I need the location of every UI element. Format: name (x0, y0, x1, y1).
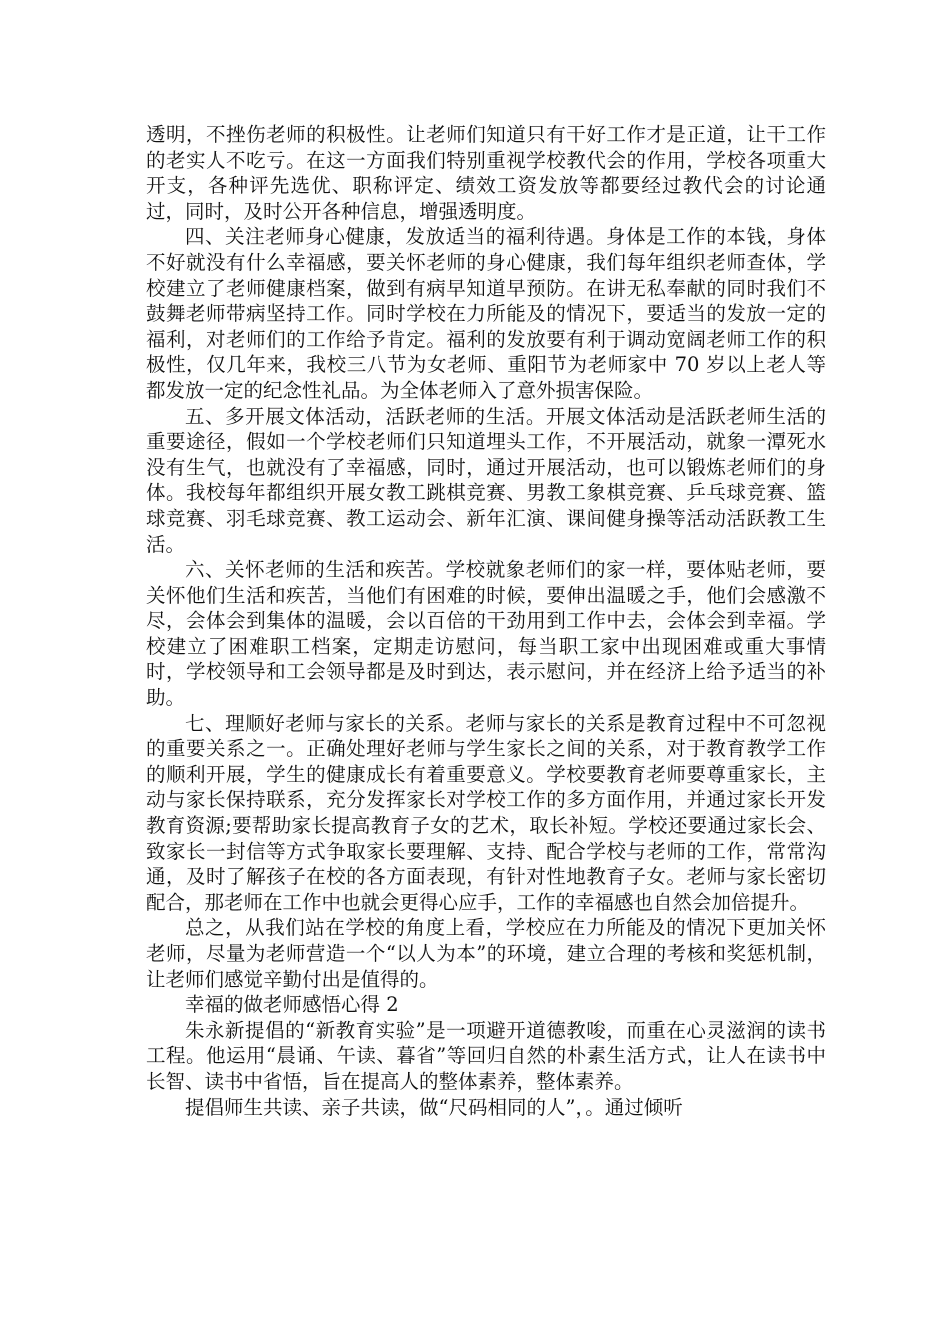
paragraph-4: 六、关怀老师的生活和疾苦。学校就象老师们的家一样，要体贴老师，要关怀他们生活和疾苦，当他们有困难的时候，要伸出温暖之手，他们会感激不尽，会体会到集体的温暖，会以百倍的干劲用到工作中去，会体会到幸福。学校建立了困难职工档案，定期走访慰问，每当职工家中出现困难或重大事情时，学校领导和工会领导都是及时到达，表示慰问，并在经济上给予适当的补助。 (146, 558, 826, 710)
paragraph-8: 提倡师生共读、亲子共读，做“尺码相同的人”，。通过倾听 (185, 1095, 683, 1119)
section-heading: 幸福的做老师感悟心得 2 (185, 993, 399, 1017)
paragraph-1: 透明，不挫伤老师的积极性。让老师们知道只有干好工作才是正道，让干工作的老实人不吃亏。在这一方面我们特别重视学校教代会的作用，学校各项重大开支，各种评先选优、职称评定、绩效工资发放等都要经过教代会的讨论通过，同时，及时公开各种信息，增强透明度。 (146, 123, 826, 223)
paragraph-3: 五、多开展文体活动，活跃老师的生活。开展文体活动是活跃老师生活的重要途径，假如一个学校老师们只知道埋头工作，不开展活动，就象一潭死水没有生气，也就没有了幸福感，同时，通过开展活动，也可以锻炼老师们的身体。我校每年都组织开展女教工跳棋竞赛、男教工象棋竞赛、乒乓球竞赛、篮球竞赛、羽毛球竞赛、教工运动会、新年汇演、课间健身操等活动活跃教工生活。 (146, 404, 826, 556)
paragraph-7: 朱永新提倡的“新教育实验”是一项避开道德教唆，而重在心灵滋润的读书工程。他运用“晨诵、午读、暮省”等回归自然的朴素生活方式，让人在读书中长智、读书中省悟，旨在提高人的整体素养，整体素养。 (146, 1018, 826, 1093)
paragraph-2: 四、关注老师身心健康，发放适当的福利待遇。身体是工作的本钱，身体不好就没有什么幸福感，要关怀老师的身心健康，我们每年组织老师查体，学校建立了老师健康档案，做到有病早知道早预防。在讲无私奉献的同时我们不鼓舞老师带病坚持工作。同时学校在力所能及的情况下，要适当的发放一定的福利，对老师们的工作给予肯定。福利的发放要有利于调动宽阔老师工作的积极性，仅几年来，我校三八节为女老师、重阳节为老师家中 70 岁以上老人等都发放一定的纪念性礼品。为全体老师入了意外损害保险。 (146, 225, 826, 402)
document-page (146, 122, 826, 1120)
paragraph-6: 总之，从我们站在学校的角度上看，学校应在力所能及的情况下更加关怀老师，尽量为老师营造一个“以人为本”的环境，建立合理的考核和奖惩机制，让老师们感觉辛勤付出是值得的。 (146, 916, 826, 991)
paragraph-5: 七、理顺好老师与家长的关系。老师与家长的关系是教育过程中不可忽视的重要关系之一。正确处理好老师与学生家长之间的关系，对于教育教学工作的顺利开展，学生的健康成长有着重要意义。学校要教育老师要尊重家长，主动与家长保持联系，充分发挥家长对学校工作的多方面作用，并通过家长开发教育资源;要帮助家长提高教育子女的艺术，取长补短。学校还要通过家长会、致家长一封信等方式争取家长要理解、支持、配合学校与老师的工作，常常沟通，及时了解孩子在校的各方面表现，有针对性地教育子女。老师与家长密切配合，那老师在工作中也就会更得心应手，工作的幸福感也自然会加倍提升。 (146, 711, 826, 914)
